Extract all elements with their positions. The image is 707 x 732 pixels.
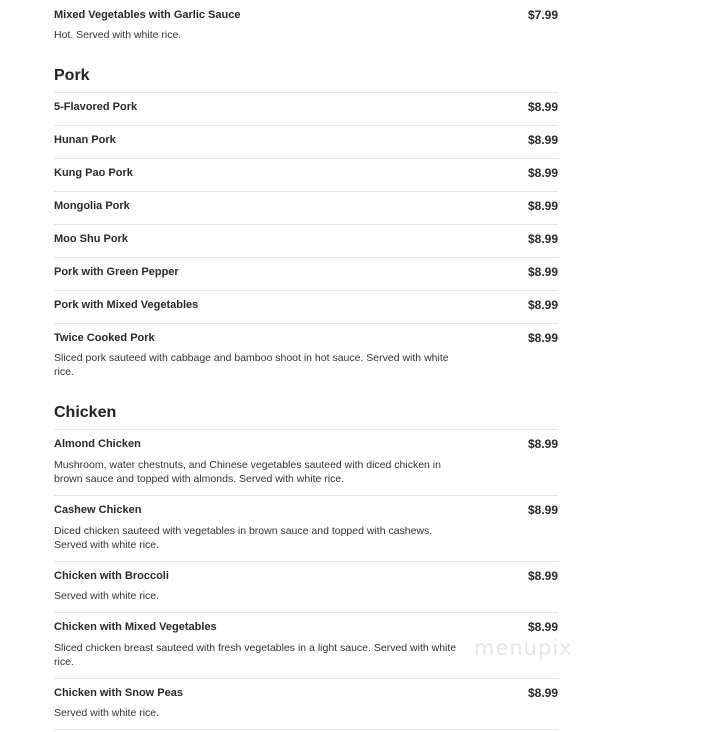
item-name: Twice Cooked Pork bbox=[54, 332, 155, 344]
item-description: Served with white rice. bbox=[54, 590, 160, 602]
item-price: $8.99 bbox=[527, 620, 558, 634]
divider bbox=[54, 92, 558, 93]
item-description: Diced chicken sauteed with vegetables in brown sauce and topped with cashews. Served with white rice. bbox=[54, 525, 433, 551]
item-price: $8.99 bbox=[527, 199, 558, 213]
divider bbox=[54, 290, 558, 291]
item-name: Almond Chicken bbox=[54, 438, 141, 450]
item-name: Moo Shu Pork bbox=[54, 233, 128, 245]
item-description: Sliced pork sauteed with cabbage and bamboo shoot in hot sauce. Served with white rice. bbox=[54, 352, 449, 378]
watermark-logo: menupix bbox=[474, 636, 573, 660]
item-price: $8.99 bbox=[527, 133, 558, 147]
item-name: Chicken with Broccoli bbox=[54, 570, 169, 582]
item-price: $8.99 bbox=[527, 298, 558, 312]
item-name: Mongolia Pork bbox=[54, 200, 130, 212]
item-name: Kung Pao Pork bbox=[54, 167, 133, 179]
divider bbox=[54, 323, 558, 324]
divider bbox=[54, 678, 558, 679]
item-name: 5-Flavored Pork bbox=[54, 101, 138, 113]
item-description: Sliced chicken breast sauteed with fresh vegetables in a light sauce. Served with white rice. bbox=[54, 642, 457, 668]
item-name: Hunan Pork bbox=[54, 134, 116, 146]
divider bbox=[54, 729, 558, 730]
item-price: $8.99 bbox=[527, 100, 558, 114]
divider bbox=[54, 495, 558, 496]
item-description: Served with white rice. bbox=[54, 707, 160, 719]
item-price: $7.99 bbox=[527, 8, 558, 22]
item-price: $8.99 bbox=[527, 686, 558, 700]
section-title-chicken: Chicken bbox=[54, 404, 117, 421]
item-price: $8.99 bbox=[527, 569, 558, 583]
item-name: Pork with Mixed Vegetables bbox=[54, 299, 199, 311]
item-price: $8.99 bbox=[527, 265, 558, 279]
divider bbox=[54, 429, 558, 430]
divider bbox=[54, 158, 558, 159]
divider bbox=[54, 612, 558, 613]
item-name: Chicken with Mixed Vegetables bbox=[54, 621, 217, 633]
item-description: Hot. Served with white rice. bbox=[54, 29, 182, 41]
item-price: $8.99 bbox=[527, 331, 558, 345]
item-price: $8.99 bbox=[527, 232, 558, 246]
item-description: Mushroom, water chestnuts, and Chinese vegetables sauteed with diced chicken in brown sauce and topped with almonds. Served with white rice. bbox=[54, 459, 441, 485]
divider bbox=[54, 561, 558, 562]
divider bbox=[54, 191, 558, 192]
item-name: Mixed Vegetables with Garlic Sauce bbox=[54, 9, 241, 21]
section-title-pork: Pork bbox=[54, 67, 90, 84]
divider bbox=[54, 257, 558, 258]
divider bbox=[54, 125, 558, 126]
item-price: $8.99 bbox=[527, 503, 558, 517]
item-price: $8.99 bbox=[527, 166, 558, 180]
item-name: Cashew Chicken bbox=[54, 504, 142, 516]
item-name: Chicken with Snow Peas bbox=[54, 687, 183, 699]
divider bbox=[54, 224, 558, 225]
item-price: $8.99 bbox=[527, 437, 558, 451]
item-name: Pork with Green Pepper bbox=[54, 266, 179, 278]
